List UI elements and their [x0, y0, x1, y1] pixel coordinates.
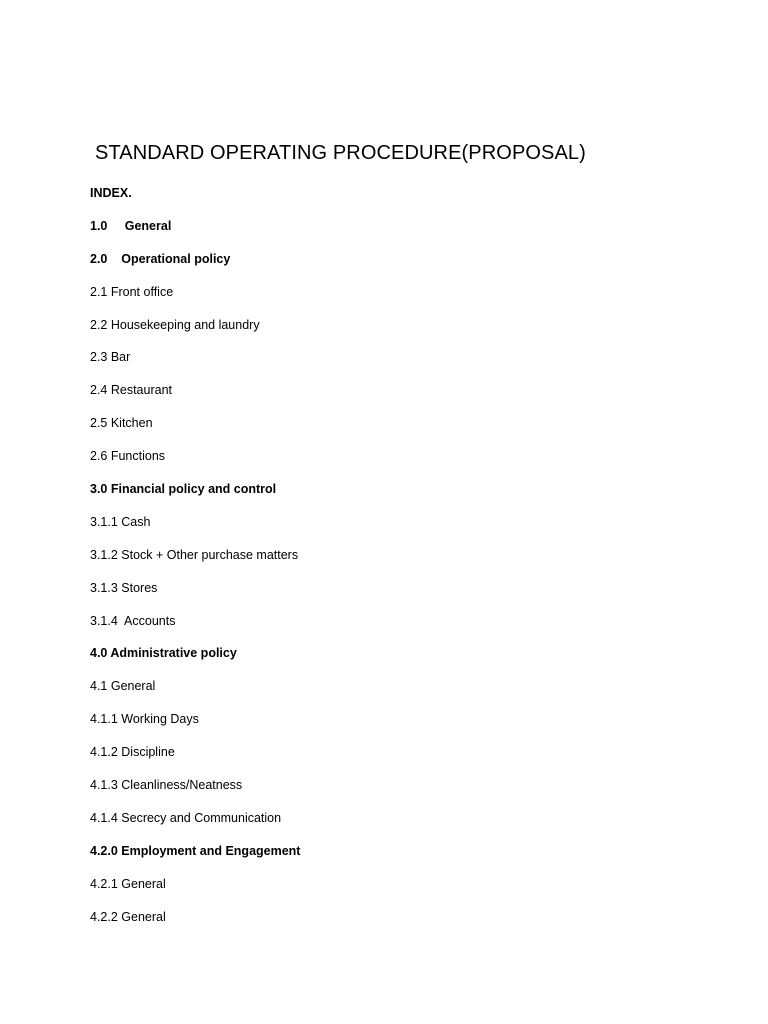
- index-entry-4-2-2: 4.2.2 General: [90, 909, 166, 924]
- index-entry-2-4: 2.4 Restaurant: [90, 383, 172, 398]
- index-entry-4-1-2: 4.1.2 Discipline: [90, 745, 175, 760]
- index-entry-2-5: 2.5 Kitchen: [90, 416, 153, 431]
- index-entry-4-0: 4.0 Administrative policy: [90, 646, 237, 661]
- index-entry-3-1-2: 3.1.2 Stock + Other purchase matters: [90, 547, 299, 562]
- index-heading: INDEX.: [90, 186, 132, 200]
- index-entry-4-1-4: 4.1.4 Secrecy and Communication: [90, 810, 282, 825]
- index-entry-4-1-1: 4.1.1 Working Days: [90, 712, 199, 727]
- index-entry-3-1-3: 3.1.3 Stores: [90, 580, 158, 595]
- index-entry-2-3: 2.3 Bar: [90, 350, 131, 365]
- index-entry-4-2-1: 4.2.1 General: [90, 876, 166, 891]
- index-entry-3-1-1: 3.1.1 Cash: [90, 514, 151, 529]
- index-entry-3-0: 3.0 Financial policy and control: [90, 482, 277, 497]
- index-entry-4-1: 4.1 General: [90, 679, 156, 694]
- index-entry-3-1-4: 3.1.4 Accounts: [90, 613, 176, 628]
- index-entry-2-6: 2.6 Functions: [90, 449, 166, 464]
- index-entry-1-0: 1.0 General: [90, 218, 172, 233]
- index-list: [90, 185, 300, 941]
- document-title: STANDARD OPERATING PROCEDURE(PROPOSAL): [95, 142, 586, 164]
- index-entry-2-1: 2.1 Front office: [90, 284, 174, 299]
- index-entry-2-2: 2.2 Housekeeping and laundry: [90, 317, 260, 332]
- index-entry-2-0: 2.0 Operational policy: [90, 251, 231, 266]
- index-entry-4-2-0: 4.2.0 Employment and Engagement: [90, 843, 301, 858]
- index-entry-4-1-3: 4.1.3 Cleanliness/Neatness: [90, 778, 243, 793]
